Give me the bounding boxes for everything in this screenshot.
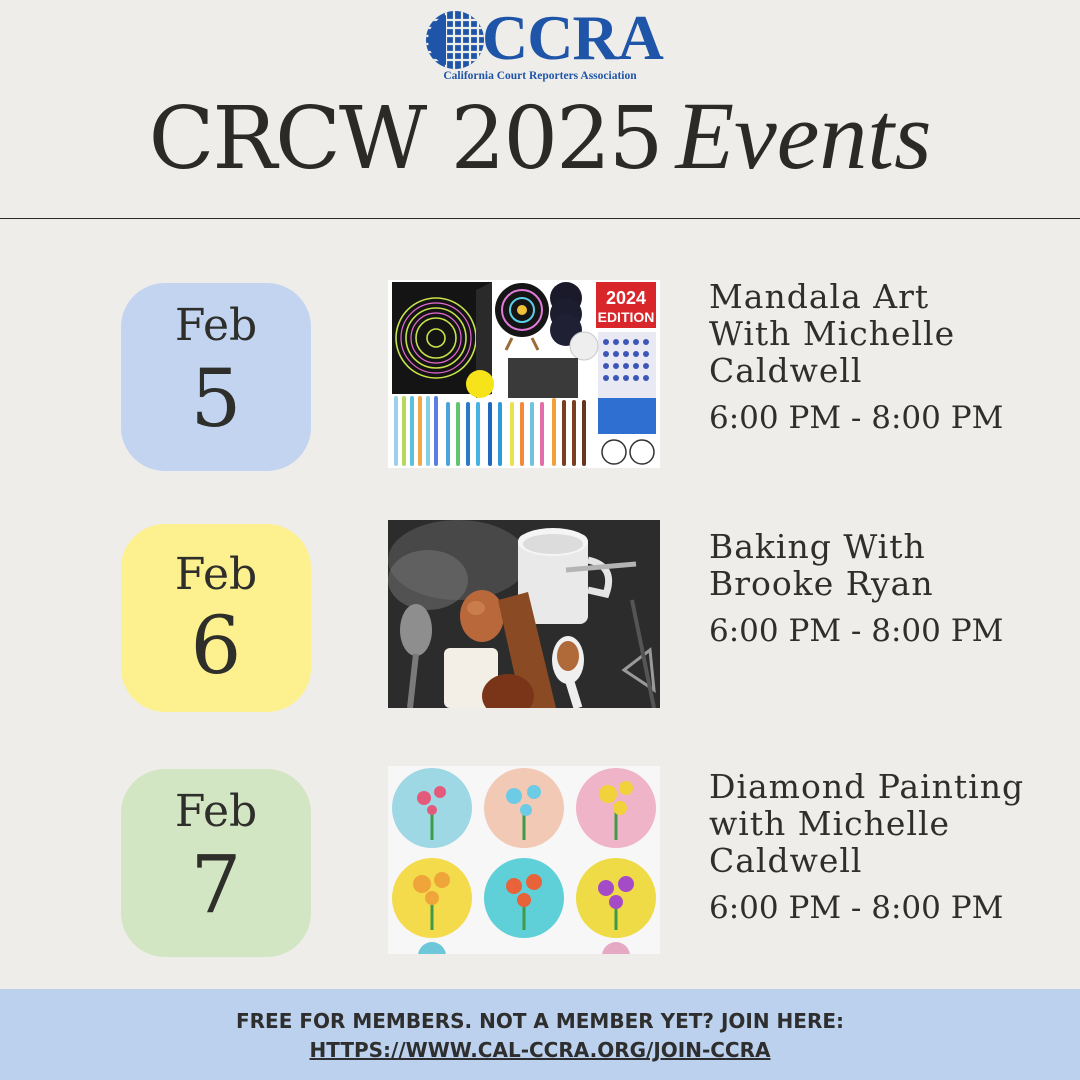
mandala-art-kit-image [388, 280, 660, 468]
ccra-logo [420, 2, 663, 84]
event-info [709, 768, 1069, 927]
membership-note: FREE FOR MEMBERS. NOT A MEMBER YET? JOIN HERE: [235, 1009, 845, 1033]
date-day: 5 [190, 352, 242, 445]
page-title-emphasis: Events [675, 82, 932, 189]
edition-year: 2024 [605, 288, 647, 308]
diamond-painting-image [388, 766, 660, 954]
page-title [0, 82, 1080, 189]
event-info [709, 278, 1069, 437]
logo-subtitle: California Court Reporters Association [443, 70, 637, 82]
event-title: Mandala Art With Michelle Caldwell [709, 277, 956, 390]
page-title-main: CRCW 2025 [148, 89, 662, 189]
header-divider [0, 218, 1080, 219]
event-time: 6:00 PM - 8:00 PM [709, 613, 1004, 649]
event-time: 6:00 PM - 8:00 PM [709, 890, 1004, 926]
event-info [709, 528, 1069, 650]
globe-grid-icon [424, 10, 486, 70]
baking-image [388, 520, 660, 708]
event-time: 6:00 PM - 8:00 PM [709, 400, 1004, 436]
event-title: Diamond Painting with Michelle Caldwell [709, 767, 1025, 880]
date-month: Feb [174, 786, 258, 837]
date-badge [121, 524, 311, 712]
date-day: 6 [190, 599, 242, 692]
event-title: Baking With Brooke Ryan [709, 527, 934, 603]
edition-label: EDITION [597, 309, 655, 325]
date-month: Feb [174, 300, 258, 351]
date-month: Feb [174, 549, 258, 600]
date-badge [121, 769, 311, 957]
membership-footer [0, 989, 1080, 1080]
join-link[interactable]: HTTPS://WWW.CAL-CCRA.ORG/JOIN-CCRA [309, 1038, 771, 1062]
date-badge [121, 283, 311, 471]
logo-wordmark: CCRA [482, 2, 663, 73]
date-day: 7 [190, 838, 242, 931]
